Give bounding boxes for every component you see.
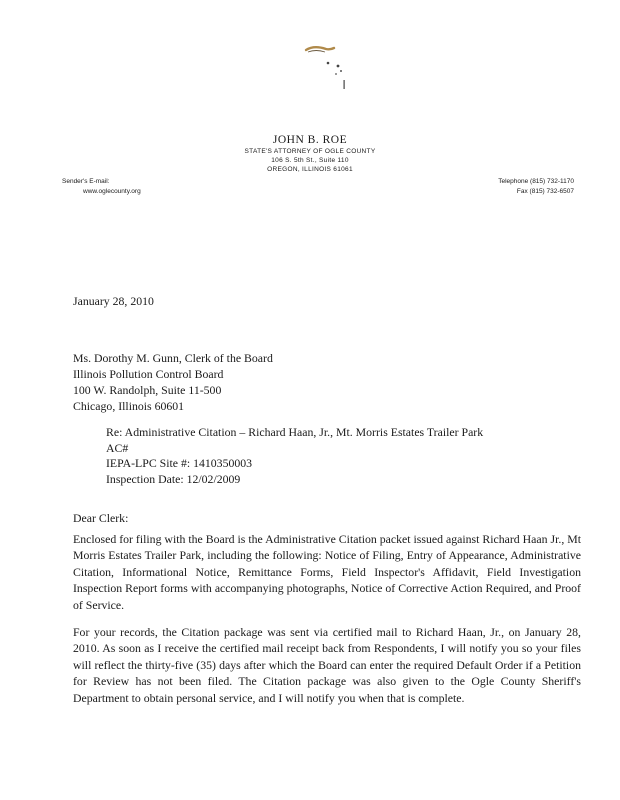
ac-number: AC# [106,440,129,455]
salutation: Dear Clerk: [73,511,129,525]
website: www.oglecounty.org [83,188,141,195]
recipient-line: Chicago, Illinois 60601 [73,399,185,413]
office-city: OREGON, ILLINOIS 61061 [267,166,353,173]
recipient-line: Illinois Pollution Control Board [73,367,224,381]
attorney-name: JOHN B. ROE [272,134,348,146]
fax: Fax (815) 732-6507 [516,188,574,195]
subject-block [106,425,483,487]
sender-email-label: Sender's E-mail: [62,178,110,185]
attorney-title: STATE'S ATTORNEY OF OGLE COUNTY [244,148,376,155]
office-address: 106 S. 5th St., Suite 110 [271,157,349,164]
body-paragraph: Enclosed for filing with the Board is the Administrative Citation packet issued against Richard Haan Jr., Mt Morris Estates Trailer Park, including the following: Notice of Filing, Entry of Appearance, Administrative Citation, Informational Notice, Remittance Forms, Field Inspector's Affidavit, Field Investigation Inspection Report forms with accompanying photographs, Notice of Corrective Action Required, and Proof of Service. [73,532,581,612]
seal-logo [300,40,360,96]
telephone: Telephone (815) 732-1170 [498,178,574,185]
subject-line: Re: Administrative Citation – Richard Haan, Jr., Mt. Morris Estates Trailer Park [106,425,484,439]
inspection-date: Inspection Date: 12/02/2009 [106,471,241,486]
site-number: IEPA-LPC Site #: 1410350003 [106,456,253,470]
body-paragraph: For your records, the Citation package was sent via certified mail to Richard Haan, Jr., on January 28, 2010. As soon as I receive the certified mail receipt back from Respondents, I will notify you so your files will reflect the thirty-five (35) days after which the Board can enter the required Default Order if a Petition for Review has not been filed. The Citation package was also given to the Ogle County Sheriff's Department to obtain personal service, and I will notify you when that is complete. [73,625,581,705]
letter-date: January 28, 2010 [73,294,154,308]
recipient-line: Ms. Dorothy M. Gunn, Clerk of the Board [73,351,273,365]
recipient-line: 100 W. Randolph, Suite 11-500 [73,383,222,397]
recipient-address [73,351,273,415]
